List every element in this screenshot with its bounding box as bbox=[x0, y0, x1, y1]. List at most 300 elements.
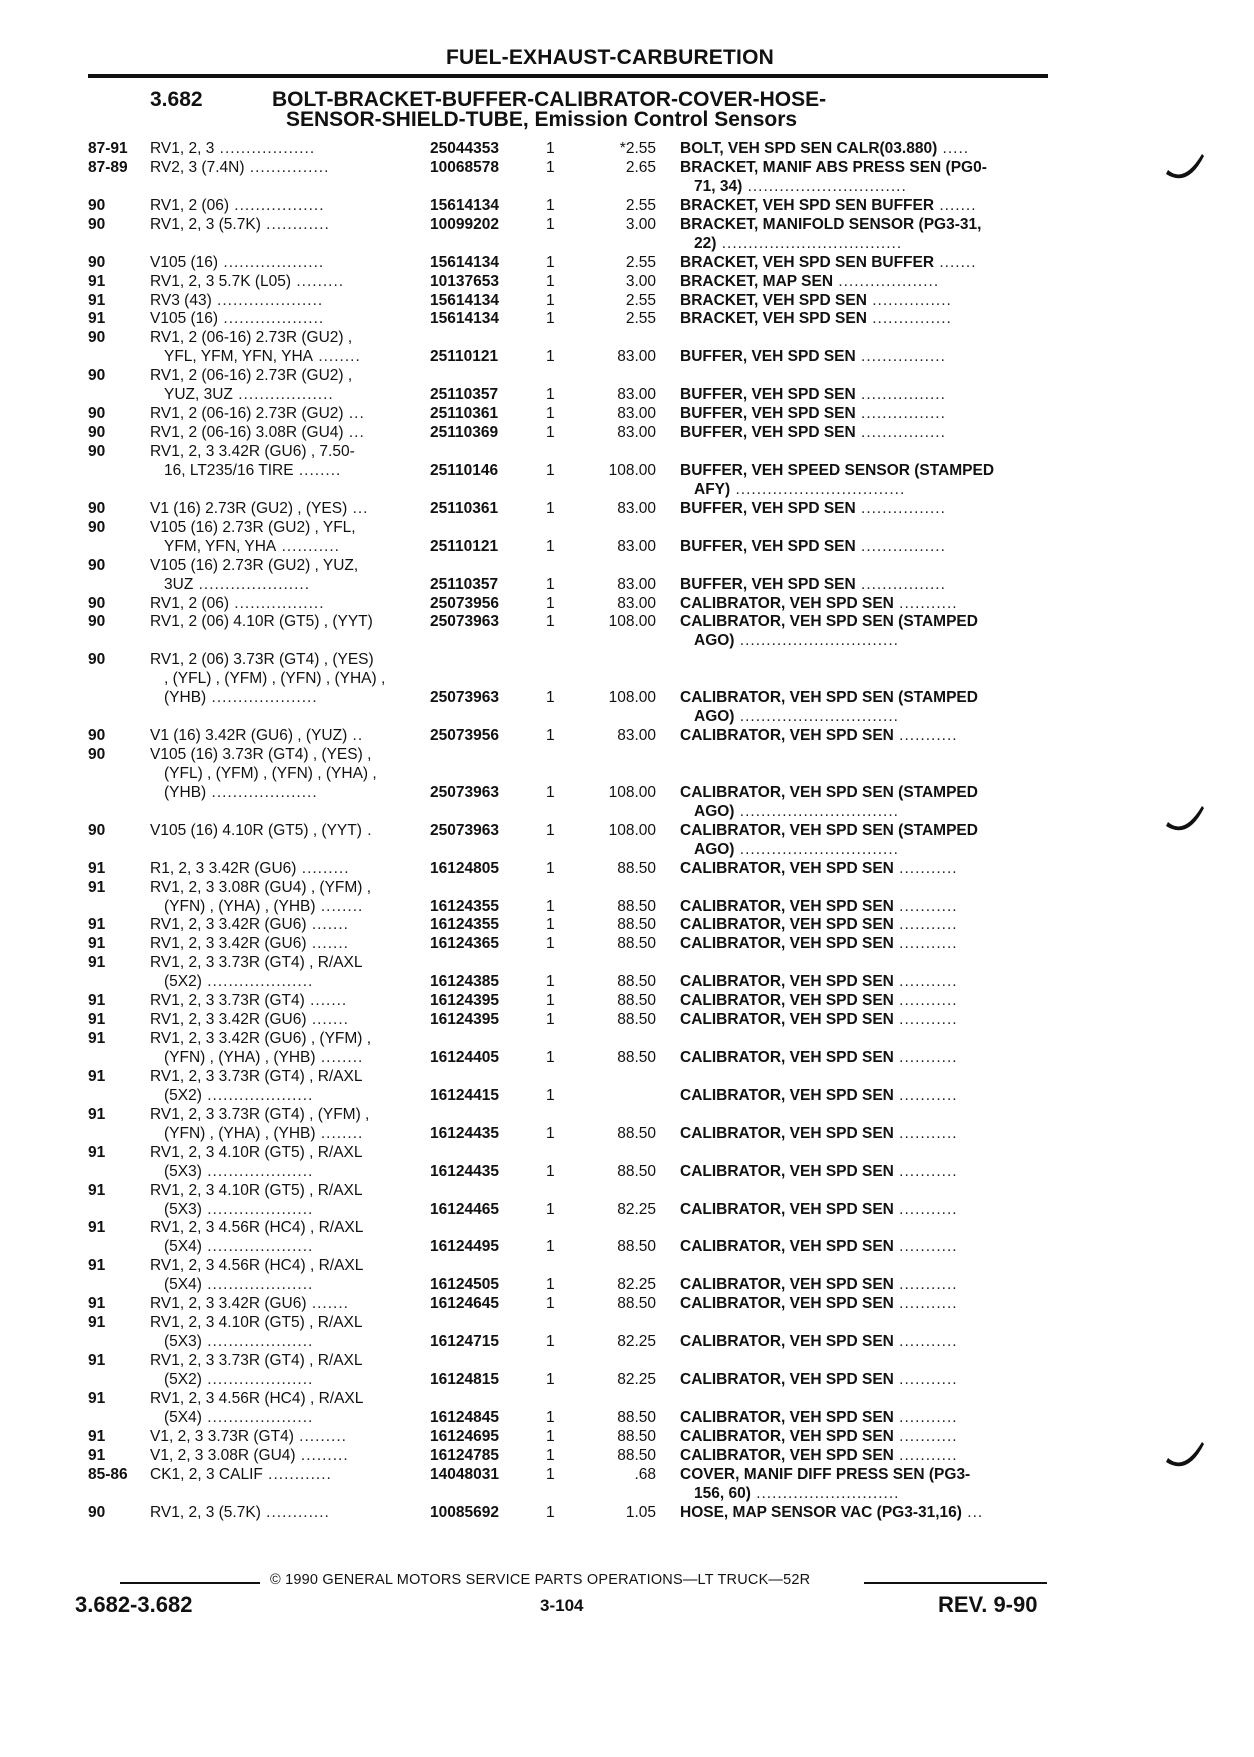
price: 88.50 bbox=[617, 992, 656, 1010]
leader-dots: ....... bbox=[934, 196, 977, 214]
part-number: 25110357 bbox=[430, 575, 499, 593]
description-text: CALIBRATOR, VEH SPD SEN bbox=[680, 1049, 894, 1066]
table-row bbox=[0, 651, 1254, 670]
description-cell bbox=[694, 235, 902, 254]
table-row bbox=[0, 159, 1254, 178]
quantity: 1 bbox=[546, 140, 555, 157]
application-cell bbox=[150, 595, 325, 614]
application-cell bbox=[150, 254, 324, 273]
leader-dots: ........... bbox=[893, 594, 958, 612]
description-text: BUFFER, VEH SPD SEN bbox=[680, 348, 856, 366]
description-cell bbox=[680, 405, 946, 424]
part-number: 25073956 bbox=[430, 727, 499, 745]
punch-hole-mark bbox=[1166, 148, 1206, 184]
application-text: RV1, 2, 3 (5.7K) bbox=[150, 215, 261, 233]
leader-dots: ....... bbox=[306, 1011, 349, 1029]
leader-dots: .............................. bbox=[734, 802, 899, 820]
application-text: (YFN) , (YHA) , (YHB) bbox=[164, 1124, 316, 1142]
quantity: 1 bbox=[546, 291, 555, 309]
description-cell bbox=[680, 1163, 958, 1182]
part-number: 10099202 bbox=[430, 215, 499, 233]
leader-dots: ................ bbox=[855, 424, 946, 442]
application-text: V105 (16) bbox=[150, 253, 219, 271]
quantity: 1 bbox=[546, 613, 555, 631]
description-text: CALIBRATOR, VEH SPD SEN bbox=[680, 1295, 894, 1313]
application-cell bbox=[164, 1238, 313, 1257]
application-cell bbox=[150, 1144, 363, 1163]
table-row bbox=[0, 197, 1254, 216]
description-cell bbox=[680, 386, 946, 405]
table-row bbox=[0, 1390, 1254, 1409]
table-row bbox=[0, 178, 1254, 197]
description-cell bbox=[680, 197, 977, 216]
model-year: 91 bbox=[88, 1143, 106, 1161]
description-text: BRACKET, VEH SPD SEN bbox=[680, 291, 867, 309]
leader-dots: ............... bbox=[866, 310, 952, 328]
price: 88.50 bbox=[617, 935, 656, 953]
part-number: 15614134 bbox=[430, 253, 499, 271]
quantity: 1 bbox=[546, 1333, 555, 1351]
application-cell bbox=[150, 500, 369, 519]
table-row bbox=[0, 1201, 1254, 1220]
application-cell bbox=[150, 519, 356, 538]
price: 88.50 bbox=[617, 1408, 656, 1426]
leader-dots: ... bbox=[343, 405, 365, 423]
leader-dots: ........ bbox=[315, 1049, 364, 1066]
price: 88.50 bbox=[617, 897, 656, 915]
leader-dots: .............................. bbox=[742, 177, 907, 195]
table-row bbox=[0, 235, 1254, 254]
application-text: (5X4) bbox=[164, 1276, 202, 1294]
description-text: BRACKET, MANIFOLD SENSOR (PG3-31, bbox=[680, 215, 982, 233]
description-cell bbox=[680, 784, 978, 803]
description-text: AGO) bbox=[694, 840, 735, 858]
application-cell bbox=[164, 1125, 363, 1144]
description-text: CALIBRATOR, VEH SPD SEN bbox=[680, 1446, 894, 1464]
parts-list bbox=[0, 140, 1254, 1522]
quantity: 1 bbox=[546, 1049, 555, 1066]
table-row bbox=[0, 613, 1254, 632]
leader-dots: .................... bbox=[201, 1408, 314, 1426]
part-number: 10085692 bbox=[430, 1503, 499, 1521]
application-text: RV1, 2 (06) 3.73R (GT4) , (YES) bbox=[150, 651, 374, 669]
part-number: 25110121 bbox=[430, 348, 499, 366]
leader-dots: .................... bbox=[201, 1276, 314, 1294]
description-text: CALIBRATOR, VEH SPD SEN bbox=[680, 1408, 894, 1426]
page-number: 3-104 bbox=[540, 1596, 584, 1615]
part-number: 25044353 bbox=[430, 140, 499, 157]
table-row bbox=[0, 519, 1254, 538]
price: 88.50 bbox=[617, 1238, 656, 1256]
quantity: 1 bbox=[546, 253, 555, 271]
price: 88.50 bbox=[617, 1162, 656, 1180]
application-cell bbox=[164, 765, 377, 784]
quantity: 1 bbox=[546, 859, 555, 877]
application-cell bbox=[150, 860, 350, 879]
leader-dots: .................. bbox=[232, 386, 334, 404]
application-cell bbox=[164, 386, 334, 405]
price: 83.00 bbox=[617, 594, 656, 612]
leader-dots: ........ bbox=[315, 1124, 364, 1142]
table-row bbox=[0, 1428, 1254, 1447]
group-title-line1: BOLT-BRACKET-BUFFER-CALIBRATOR-COVER-HOSE- bbox=[272, 88, 827, 111]
description-cell bbox=[680, 424, 946, 443]
table-row bbox=[0, 1163, 1254, 1182]
description-cell bbox=[680, 1201, 958, 1220]
application-text: RV1, 2, 3 3.42R (GU6) bbox=[150, 1011, 307, 1029]
part-number: 16124785 bbox=[430, 1446, 499, 1464]
model-year: 90 bbox=[88, 556, 106, 574]
part-number: 16124695 bbox=[430, 1427, 499, 1445]
part-number: 25110361 bbox=[430, 405, 499, 423]
application-text: RV1, 2, 3 3.42R (GU6) bbox=[150, 916, 307, 934]
description-cell bbox=[680, 254, 977, 273]
description-text: CALIBRATOR, VEH SPD SEN bbox=[680, 992, 894, 1010]
description-cell bbox=[680, 1049, 958, 1068]
application-cell bbox=[150, 992, 347, 1011]
description-text: CALIBRATOR, VEH SPD SEN bbox=[680, 727, 894, 745]
application-cell bbox=[150, 329, 352, 348]
price: 83.00 bbox=[617, 348, 656, 366]
application-cell bbox=[150, 405, 365, 424]
part-number: 16124415 bbox=[430, 1086, 499, 1104]
application-cell bbox=[150, 916, 349, 935]
quantity: 1 bbox=[546, 1238, 555, 1256]
model-year: 91 bbox=[88, 1181, 106, 1199]
quantity: 1 bbox=[546, 1370, 555, 1388]
price: 83.00 bbox=[617, 575, 656, 593]
description-text: CALIBRATOR, VEH SPD SEN bbox=[680, 1124, 894, 1142]
table-row bbox=[0, 860, 1254, 879]
leader-dots: ............... bbox=[244, 158, 330, 176]
leader-dots: ....... bbox=[306, 916, 349, 934]
description-text: CALIBRATOR, VEH SPD SEN (STAMPED bbox=[680, 689, 978, 707]
description-cell bbox=[680, 898, 958, 917]
leader-dots: ... bbox=[347, 499, 369, 517]
part-number: 25073963 bbox=[430, 821, 499, 839]
description-text: CALIBRATOR, VEH SPD SEN bbox=[680, 1370, 894, 1388]
part-number: 25110361 bbox=[430, 499, 499, 517]
application-cell bbox=[150, 1428, 347, 1447]
leader-dots: ........... bbox=[893, 1049, 958, 1066]
quantity: 1 bbox=[546, 461, 555, 479]
model-year: 91 bbox=[88, 954, 106, 972]
description-cell bbox=[680, 1447, 958, 1466]
description-cell bbox=[694, 708, 899, 727]
description-cell bbox=[680, 727, 958, 746]
leader-dots: ... bbox=[343, 424, 365, 442]
model-year: 91 bbox=[88, 1427, 106, 1445]
table-row bbox=[0, 1011, 1254, 1030]
part-number: 25110357 bbox=[430, 386, 499, 404]
quantity: 1 bbox=[546, 499, 555, 517]
quantity: 1 bbox=[546, 1408, 555, 1426]
table-row bbox=[0, 595, 1254, 614]
description-text: CALIBRATOR, VEH SPD SEN bbox=[680, 859, 894, 877]
description-cell bbox=[694, 803, 899, 822]
quantity: 1 bbox=[546, 1503, 555, 1521]
table-row bbox=[0, 1352, 1254, 1371]
leader-dots: ........... bbox=[893, 1427, 958, 1445]
application-text: V105 (16) 2.73R (GU2) , YUZ, bbox=[150, 556, 359, 574]
application-text: (5X2) bbox=[164, 973, 202, 991]
application-cell bbox=[164, 898, 363, 917]
application-cell bbox=[164, 1276, 313, 1295]
model-year: 90 bbox=[88, 727, 106, 745]
part-number: 25073963 bbox=[430, 783, 499, 801]
application-text: RV1, 2, 3 3.42R (GU6) , 7.50- bbox=[150, 443, 355, 460]
model-year: 90 bbox=[88, 367, 106, 385]
table-row bbox=[0, 254, 1254, 273]
table-row bbox=[0, 1087, 1254, 1106]
quantity: 1 bbox=[546, 1465, 555, 1483]
table-row bbox=[0, 1106, 1254, 1125]
model-year: 91 bbox=[88, 992, 106, 1010]
leader-dots: ........ bbox=[313, 348, 361, 366]
price: 88.50 bbox=[617, 859, 656, 877]
application-text: (5X4) bbox=[164, 1408, 202, 1426]
leader-dots: ............ bbox=[260, 215, 330, 233]
part-number: 25110121 bbox=[430, 537, 499, 555]
leader-dots: ............... bbox=[866, 291, 952, 309]
description-text: BUFFER, VEH SPD SEN bbox=[680, 575, 856, 593]
description-text: CALIBRATOR, VEH SPD SEN (STAMPED bbox=[680, 783, 978, 801]
price: 1.05 bbox=[625, 1503, 656, 1521]
table-row bbox=[0, 538, 1254, 557]
part-number: 16124435 bbox=[430, 1162, 499, 1180]
description-cell bbox=[680, 1466, 970, 1485]
application-text: V1, 2, 3 3.73R (GT4) bbox=[150, 1427, 294, 1445]
model-year: 90 bbox=[88, 651, 106, 669]
leader-dots: ........... bbox=[893, 1446, 958, 1464]
model-year: 90 bbox=[88, 518, 106, 536]
leader-dots: ......... bbox=[293, 1427, 347, 1445]
table-row bbox=[0, 784, 1254, 803]
application-text: RV1, 2, 3 4.56R (HC4) , R/AXL bbox=[150, 1389, 364, 1407]
description-cell bbox=[680, 348, 946, 367]
table-row bbox=[0, 1314, 1254, 1333]
table-row bbox=[0, 576, 1254, 595]
leader-dots: .................. bbox=[214, 140, 316, 157]
description-cell bbox=[680, 140, 969, 159]
leader-dots: ........... bbox=[893, 1333, 958, 1351]
description-text: CALIBRATOR, VEH SPD SEN bbox=[680, 1333, 894, 1351]
leader-dots: ......... bbox=[296, 859, 350, 877]
application-cell bbox=[164, 1371, 313, 1390]
application-text: V1, 2, 3 3.08R (GU4) bbox=[150, 1446, 296, 1464]
model-year: 90 bbox=[88, 594, 106, 612]
quantity: 1 bbox=[546, 1200, 555, 1218]
leader-dots: ........... bbox=[893, 916, 958, 934]
application-text: CK1, 2, 3 CALIF bbox=[150, 1465, 263, 1483]
model-year: 87-89 bbox=[88, 158, 128, 176]
application-text: RV1, 2, 3 3.42R (GU6) bbox=[150, 935, 307, 953]
table-row bbox=[0, 1030, 1254, 1049]
leader-dots: ........... bbox=[893, 859, 958, 877]
quantity: 1 bbox=[546, 1427, 555, 1445]
model-year: 91 bbox=[88, 916, 106, 934]
application-text: RV1, 2 (06) 4.10R (GT5) , (YYT) bbox=[150, 613, 373, 631]
leader-dots: .............................. bbox=[734, 708, 899, 726]
application-text: RV1, 2, 3 3.73R (GT4) , R/AXL bbox=[150, 1352, 363, 1369]
application-text: RV1, 2, 3 4.10R (GT5) , R/AXL bbox=[150, 1314, 363, 1332]
model-year: 91 bbox=[88, 1314, 106, 1332]
table-row bbox=[0, 310, 1254, 329]
description-cell bbox=[694, 178, 907, 197]
table-row bbox=[0, 1485, 1254, 1504]
description-text: 22) bbox=[694, 234, 717, 252]
price: 88.50 bbox=[617, 1427, 656, 1445]
price: 108.00 bbox=[608, 689, 656, 707]
model-year: 91 bbox=[88, 859, 106, 877]
part-number: 16124465 bbox=[430, 1200, 499, 1218]
price: 108.00 bbox=[608, 613, 656, 631]
leader-dots: ........... bbox=[893, 992, 958, 1010]
price: 2.65 bbox=[625, 158, 656, 176]
part-number: 16124505 bbox=[430, 1276, 499, 1294]
application-text: (5X3) bbox=[164, 1333, 202, 1351]
application-cell bbox=[164, 348, 361, 367]
table-row bbox=[0, 462, 1254, 481]
price: 2.55 bbox=[625, 196, 656, 214]
description-text: CALIBRATOR, VEH SPD SEN bbox=[680, 935, 894, 953]
application-text: RV1, 2, 3 3.73R (GT4) bbox=[150, 992, 305, 1010]
model-year: 90 bbox=[88, 613, 106, 631]
leader-dots: .................................. bbox=[716, 234, 903, 252]
description-text: 71, 34) bbox=[694, 177, 743, 195]
table-row bbox=[0, 1504, 1254, 1523]
quantity: 1 bbox=[546, 1086, 555, 1104]
description-cell bbox=[680, 860, 958, 879]
description-cell bbox=[680, 595, 958, 614]
leader-dots: ........................... bbox=[750, 1484, 900, 1502]
part-number: 16124815 bbox=[430, 1370, 499, 1388]
price: 83.00 bbox=[617, 386, 656, 404]
table-row bbox=[0, 935, 1254, 954]
description-cell bbox=[680, 292, 952, 311]
quantity: 1 bbox=[546, 916, 555, 934]
model-year: 91 bbox=[88, 1446, 106, 1464]
description-text: BOLT, VEH SPD SEN CALR(03.880) bbox=[680, 140, 938, 157]
model-year: 91 bbox=[88, 1257, 106, 1275]
leader-dots: ................... bbox=[218, 310, 325, 328]
table-row bbox=[0, 329, 1254, 348]
application-text: (5X2) bbox=[164, 1086, 202, 1104]
leader-dots: ................ bbox=[855, 348, 946, 366]
leader-dots: ................ bbox=[855, 405, 946, 423]
leader-dots: ....... bbox=[306, 1295, 349, 1313]
leader-dots: ....... bbox=[934, 253, 977, 271]
application-cell bbox=[150, 557, 358, 576]
quantity: 1 bbox=[546, 821, 555, 839]
application-cell bbox=[150, 613, 373, 632]
quantity: 1 bbox=[546, 935, 555, 953]
application-cell bbox=[150, 1182, 363, 1201]
revision-label: REV. 9-90 bbox=[938, 1592, 1038, 1617]
table-row bbox=[0, 1144, 1254, 1163]
price: 88.50 bbox=[617, 973, 656, 991]
model-year: 91 bbox=[88, 272, 106, 290]
description-text: CALIBRATOR, VEH SPD SEN (STAMPED bbox=[680, 821, 978, 839]
model-year: 90 bbox=[88, 1503, 106, 1521]
leader-dots: ........ bbox=[315, 897, 364, 915]
application-text: RV1, 2, 3 4.56R (HC4) , R/AXL bbox=[150, 1219, 364, 1237]
table-row bbox=[0, 443, 1254, 462]
copyright-notice: © 1990 GENERAL MOTORS SERVICE PARTS OPERATIONS—LT TRUCK—52R bbox=[270, 1572, 811, 1588]
leader-dots: ........... bbox=[893, 1200, 958, 1218]
price: 82.25 bbox=[617, 1370, 656, 1388]
description-text: AGO) bbox=[694, 708, 735, 726]
price: 83.00 bbox=[617, 727, 656, 745]
table-row bbox=[0, 386, 1254, 405]
description-text: CALIBRATOR, VEH SPD SEN bbox=[680, 1162, 894, 1180]
model-year: 90 bbox=[88, 215, 106, 233]
leader-dots: ....... bbox=[306, 935, 349, 953]
application-cell bbox=[150, 954, 363, 973]
quantity: 1 bbox=[546, 783, 555, 801]
table-row bbox=[0, 216, 1254, 235]
application-cell bbox=[164, 1333, 313, 1352]
application-cell bbox=[150, 822, 373, 841]
quantity: 1 bbox=[546, 348, 555, 366]
page-reference: 3.682-3.682 bbox=[75, 1592, 193, 1617]
quantity: 1 bbox=[546, 1124, 555, 1142]
table-row bbox=[0, 727, 1254, 746]
leader-dots: .................... bbox=[201, 973, 314, 991]
description-cell bbox=[680, 500, 946, 519]
price: 88.50 bbox=[617, 916, 656, 934]
description-cell bbox=[680, 1087, 958, 1106]
part-number: 10068578 bbox=[430, 158, 499, 176]
section-title: FUEL-EXHAUST-CARBURETION bbox=[446, 46, 774, 69]
leader-dots: ................ bbox=[855, 499, 946, 517]
description-text: CALIBRATOR, VEH SPD SEN bbox=[680, 1200, 894, 1218]
leader-dots: .................... bbox=[201, 1333, 314, 1351]
table-row bbox=[0, 670, 1254, 689]
part-number: 16124495 bbox=[430, 1238, 499, 1256]
application-cell bbox=[150, 1106, 369, 1125]
table-row bbox=[0, 348, 1254, 367]
part-number: 16124395 bbox=[430, 1011, 499, 1029]
application-text: YFM, YFN, YHA bbox=[164, 537, 277, 555]
application-cell bbox=[150, 1011, 349, 1030]
application-text: RV1, 2, 3 3.73R (GT4) , (YFM) , bbox=[150, 1105, 370, 1123]
description-text: BUFFER, VEH SPD SEN bbox=[680, 537, 856, 555]
application-text: V1 (16) 2.73R (GU2) , (YES) bbox=[150, 499, 348, 517]
quantity: 1 bbox=[546, 1446, 555, 1464]
quantity: 1 bbox=[546, 537, 555, 555]
application-cell bbox=[150, 216, 330, 235]
model-year: 87-91 bbox=[88, 140, 128, 157]
description-cell bbox=[694, 1485, 899, 1504]
description-text: BUFFER, VEH SPEED SENSOR (STAMPED bbox=[680, 461, 995, 479]
description-text: BRACKET, MAP SEN bbox=[680, 272, 834, 290]
leader-dots: ................ bbox=[855, 537, 946, 555]
quantity: 1 bbox=[546, 1162, 555, 1180]
application-cell bbox=[150, 746, 371, 765]
punch-hole-mark bbox=[1166, 800, 1206, 836]
part-number: 16124435 bbox=[430, 1124, 499, 1142]
description-text: CALIBRATOR, VEH SPD SEN bbox=[680, 916, 894, 934]
description-cell bbox=[680, 310, 952, 329]
top-rule bbox=[88, 74, 1048, 78]
description-text: CALIBRATOR, VEH SPD SEN bbox=[680, 1276, 894, 1294]
price: 2.55 bbox=[625, 291, 656, 309]
application-cell bbox=[150, 1466, 332, 1485]
price: 82.25 bbox=[617, 1276, 656, 1294]
table-row bbox=[0, 879, 1254, 898]
application-text: V105 (16) 2.73R (GU2) , YFL, bbox=[150, 518, 356, 536]
